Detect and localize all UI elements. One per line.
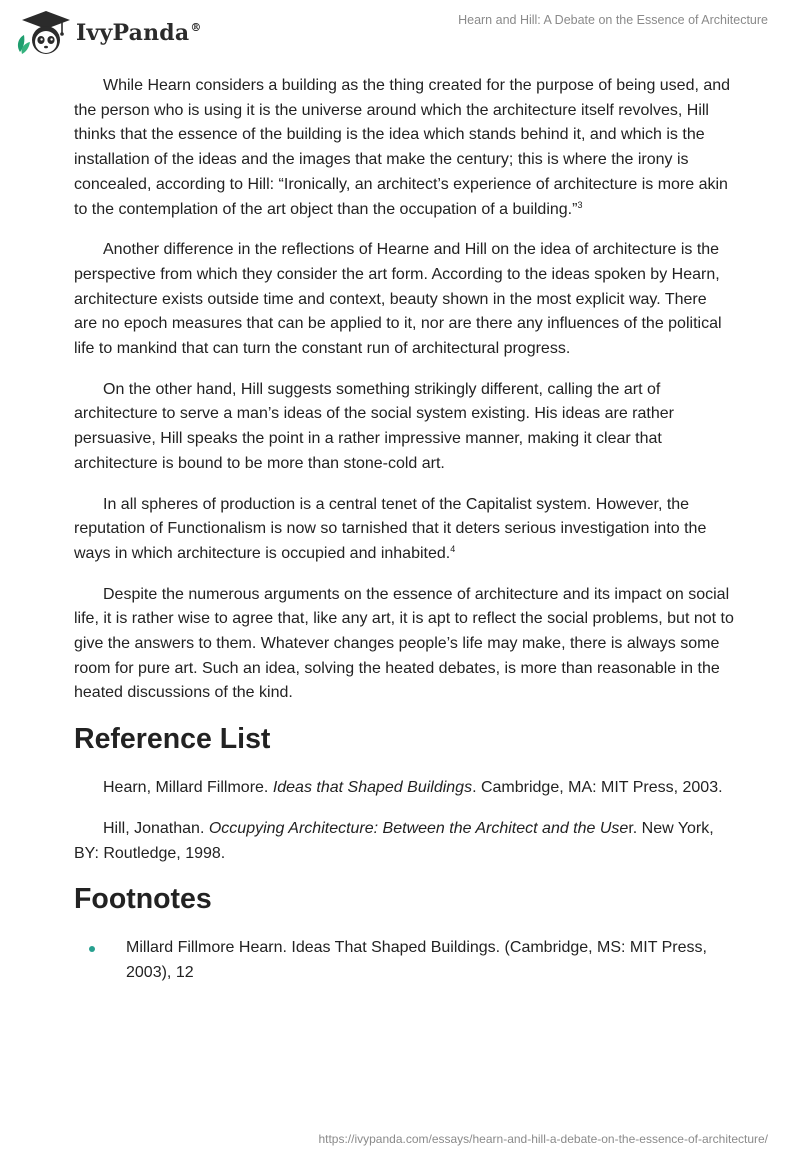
paragraph: In all spheres of production is a central tenet of the Capitalist system. However, the reputation of Functionalism is now so tarnished that it deters serious investigation into the ways in which architecture is occupied and inhabited.$^4$ — [74, 495, 707, 562]
paragraph: While Hearn considers a building as the thing created for the purpose of being used, and the person who is using it is the universe around which the architecture itself revolves, Hill thinks that the essence of the building is the idea which stands behind it, and which is the installation of the ideas and the images that make the century; this is where the irony is concealed, according to Hill: “Ironically, an architect’s experience of architecture is more akin to the contemplation of the art object than the occupation of a building.”$^3$ — [74, 77, 731, 218]
document-title: Hearn and Hill: A Debate on the Essence of Architecture — [458, 13, 768, 27]
reference-list-heading: Reference List — [74, 723, 271, 756]
reference-entry: Hearn, Millard Fillmore. Ideas that Shaped Buildings. Cambridge, MA: MIT Press, 2003. — [103, 779, 723, 797]
footnote-item: Millard Fillmore Hearn. Ideas That Shaped Buildings. (Cambridge, MS: MIT Press, 2003), 12 — [74, 936, 734, 985]
page-header — [0, 0, 800, 60]
footnote-marker[interactable]: 4 — [450, 543, 456, 554]
paragraph: On the other hand, Hill suggests something strikingly different, calling the art of architecture to serve a man’s ideas of the social system existing. His ideas are rather persuasive, Hill speaks the point in a rather impressive manner, making it clear that architecture is bound to be more than stone-cold art. — [74, 380, 674, 472]
essay-content — [74, 74, 734, 986]
paragraph: Despite the numerous arguments on the essence of architecture and its impact on social life, it is rather wise to agree that, like any art, it is apt to reflect the social problems, but not to give the answers to them. Whatever changes people’s life may make, there is always some room for pure art. Such an idea, solving the heated debates, is more than reasonable in the heated discussions of the kind. — [74, 585, 734, 702]
paragraph: Another difference in the reflections of Hearne and Hill on the idea of architecture is the perspective from which they consider the art form. According to the ideas spoken by Hearn, architecture exists outside time and context, beauty shown in the most explicit way. There are no epoch measures that can be applied to it, nor are there any influences of the political life to mankind that can turn the constant run of architectural progress. — [74, 241, 722, 358]
footnote-marker[interactable]: 3 — [577, 199, 583, 210]
footnotes-list — [74, 936, 734, 985]
registered-mark: ® — [190, 21, 202, 34]
source-url[interactable]: https://ivypanda.com/essays/hearn-and-hill-a-debate-on-the-essence-of-architecture/ — [318, 1132, 768, 1146]
ivypanda-logo[interactable] — [14, 8, 202, 58]
footnotes-heading: Footnotes — [74, 883, 212, 916]
reference-entry: Hill, Jonathan. Occupying Architecture: Between the Architect and the User. New York, BY: Routledge, 1998. — [74, 819, 714, 862]
bullet-icon — [89, 946, 95, 952]
brand-name: IvyPanda® — [76, 20, 202, 46]
panda-graduate-icon — [14, 8, 74, 58]
